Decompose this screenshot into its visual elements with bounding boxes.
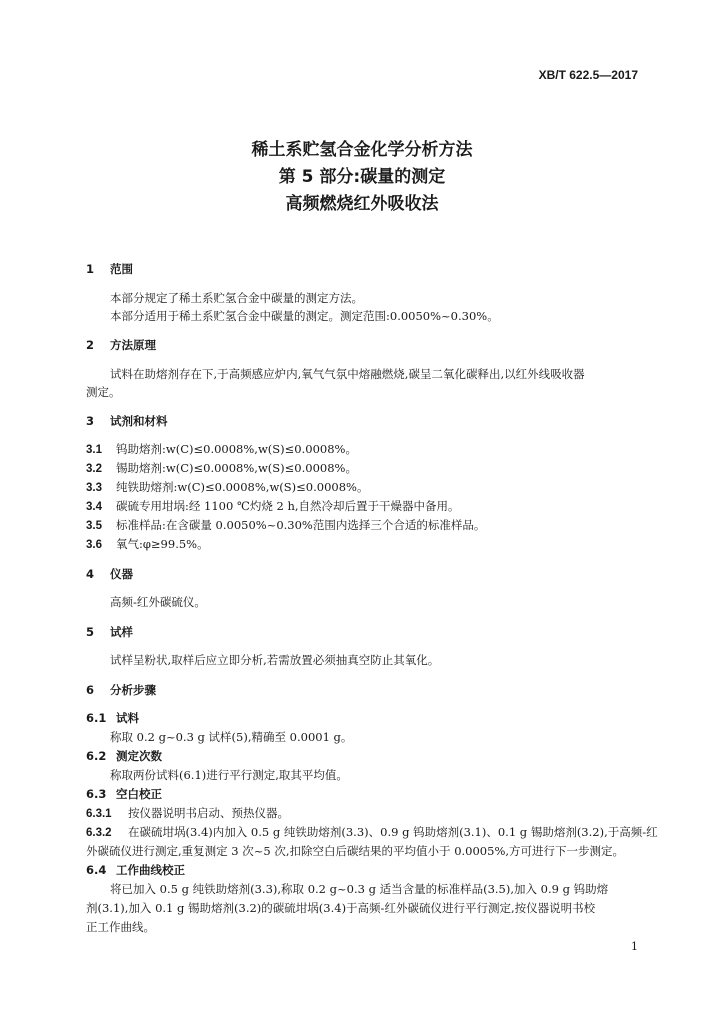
page-number: 1 bbox=[631, 940, 638, 953]
section-5-heading bbox=[86, 624, 133, 640]
section-6-3-1-text: 按仪器说明书启动、预热仪器。 bbox=[128, 806, 289, 820]
section-5-number: 5 bbox=[86, 625, 95, 639]
list-item bbox=[86, 460, 357, 476]
section-2-number: 2 bbox=[86, 338, 95, 352]
section-6-2-heading bbox=[86, 748, 162, 764]
section-2-paragraph-line2: 测定。 bbox=[86, 385, 121, 399]
doc-title-line2: 第 5 部分:碳量的测定 bbox=[278, 167, 446, 187]
item-number: 3.4 bbox=[86, 501, 102, 513]
section-6-3-2-text-line1: 在碳硫坩埚(3.4)内加入 0.5 g 纯铁助熔剂(3.3)、0.9 g 钨助熔剂(3.1)、0.1 g 锡助熔剂(3.2),于高频-红 bbox=[128, 825, 658, 839]
section-6-3-2-number: 6.3.2 bbox=[86, 827, 112, 839]
section-6-3-1-number: 6.3.1 bbox=[86, 808, 112, 820]
section-4-number: 4 bbox=[86, 567, 95, 581]
section-2-heading bbox=[86, 337, 156, 353]
section-1-title: 范围 bbox=[110, 262, 133, 276]
standard-number: XB/T 622.5—2017 bbox=[538, 68, 638, 82]
section-3-title: 试剂和材料 bbox=[110, 414, 168, 428]
section-6-heading bbox=[86, 682, 156, 698]
section-4-title: 仪器 bbox=[110, 567, 133, 581]
list-item bbox=[86, 441, 357, 457]
section-1-paragraph-2: 本部分适用于稀土系贮氢合金中碳量的测定。测定范围:0.0050%~0.30%。 bbox=[110, 309, 499, 323]
section-6-4-title: 工作曲线校正 bbox=[116, 863, 185, 877]
item-number: 3.5 bbox=[86, 520, 102, 532]
section-6-2-title: 测定次数 bbox=[116, 749, 162, 763]
item-text: 氧气:φ≥99.5%。 bbox=[116, 537, 209, 551]
section-3-number: 3 bbox=[86, 414, 95, 428]
section-4-heading bbox=[86, 566, 133, 582]
item-text: 碳硫专用坩埚:经 1100 ℃灼烧 2 h,自然冷却后置于干燥器中备用。 bbox=[116, 499, 460, 513]
list-item bbox=[86, 498, 460, 514]
section-6-1-title: 试料 bbox=[116, 711, 139, 725]
item-number: 3.6 bbox=[86, 539, 102, 551]
item-text: 标准样品:在含碳量 0.0050%~0.30%范围内选择三个合适的标准样品。 bbox=[116, 518, 486, 532]
section-6-number: 6 bbox=[86, 683, 95, 697]
section-1-heading bbox=[86, 261, 133, 277]
section-6-2-number: 6.2 bbox=[86, 749, 107, 763]
section-6-title: 分析步骤 bbox=[110, 683, 156, 697]
item-text: 纯铁助熔剂:w(C)≤0.0008%,w(S)≤0.0008%。 bbox=[116, 480, 369, 494]
section-6-1-heading bbox=[86, 710, 139, 726]
section-5-title: 试样 bbox=[110, 625, 133, 639]
item-text: 钨助熔剂:w(C)≤0.0008%,w(S)≤0.0008%。 bbox=[116, 442, 357, 456]
section-6-3-1 bbox=[86, 805, 289, 821]
section-6-1-paragraph: 称取 0.2 g~0.3 g 试样(5),精确至 0.0001 g。 bbox=[110, 730, 353, 744]
section-6-3-number: 6.3 bbox=[86, 787, 107, 801]
item-number: 3.1 bbox=[86, 444, 102, 456]
list-item bbox=[86, 536, 209, 552]
section-6-3-title: 空白校正 bbox=[116, 787, 162, 801]
item-text: 锡助熔剂:w(C)≤0.0008%,w(S)≤0.0008%。 bbox=[116, 461, 357, 475]
section-6-4-number: 6.4 bbox=[86, 863, 107, 877]
doc-title-line1: 稀土系贮氢合金化学分析方法 bbox=[251, 140, 473, 160]
section-6-3-heading bbox=[86, 786, 162, 802]
item-number: 3.2 bbox=[86, 463, 102, 475]
section-1-number: 1 bbox=[86, 262, 95, 276]
section-6-2-paragraph: 称取两份试料(6.1)进行平行测定,取其平均值。 bbox=[110, 768, 348, 782]
item-number: 3.3 bbox=[86, 482, 102, 494]
section-2-title: 方法原理 bbox=[110, 338, 156, 352]
section-6-4-heading bbox=[86, 862, 185, 878]
section-5-paragraph: 试样呈粉状,取样后应立即分析,若需放置必须抽真空防止其氧化。 bbox=[110, 653, 440, 667]
section-1-paragraph-1: 本部分规定了稀土系贮氢合金中碳量的测定方法。 bbox=[110, 291, 363, 305]
doc-title-line3: 高频燃烧红外吸收法 bbox=[285, 194, 439, 214]
section-2-paragraph-line1: 试料在助熔剂存在下,于高频感应炉内,氧气气氛中熔融燃烧,碳呈二氧化碳释出,以红外线吸收器 bbox=[110, 367, 585, 381]
section-6-1-number: 6.1 bbox=[86, 711, 107, 725]
section-4-paragraph: 高频-红外碳硫仪。 bbox=[110, 595, 206, 609]
section-6-3-2-line2: 外碳硫仪进行测定,重复测定 3 次~5 次,扣除空白后碳结果的平均值小于 0.0005%,方可进行下一步测定。 bbox=[86, 844, 625, 858]
list-item bbox=[86, 517, 485, 533]
section-6-4-line3: 正工作曲线。 bbox=[86, 920, 155, 934]
section-3-heading bbox=[86, 413, 168, 429]
section-6-4-line1: 将已加入 0.5 g 纯铁助熔剂(3.3),称取 0.2 g~0.3 g 适当含量的标准样品(3.5),加入 0.9 g 钨助熔 bbox=[110, 882, 609, 896]
list-item bbox=[86, 479, 368, 495]
section-6-3-2-line1 bbox=[86, 824, 658, 840]
section-6-4-line2: 剂(3.1),加入 0.1 g 锡助熔剂(3.2)的碳硫坩埚(3.4)于高频-红外碳硫仪进行平行测定,按仪器说明书校 bbox=[86, 901, 596, 915]
